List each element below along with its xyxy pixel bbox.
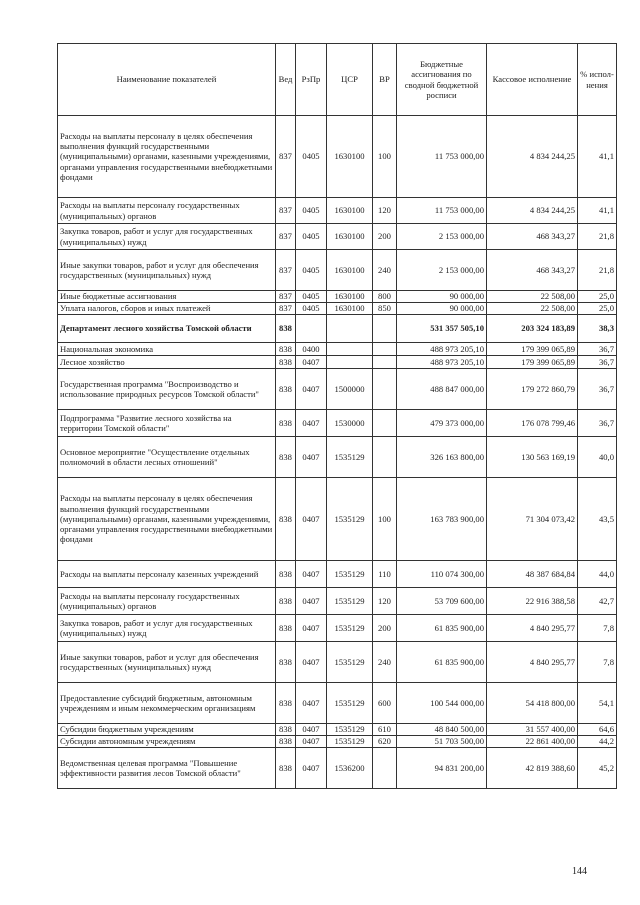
row-percent: 64,6	[578, 724, 617, 736]
row-percent: 7,8	[578, 642, 617, 683]
row-cash: 4 834 244,25	[487, 116, 578, 198]
row-percent: 38,3	[578, 315, 617, 343]
row-assignment: 90 000,00	[397, 303, 487, 315]
row-name: Государственная программа "Воспроизводство и использование природных ресурсов Томской области"	[58, 369, 276, 410]
row-vr: 800	[373, 291, 397, 303]
row-vr: 110	[373, 561, 397, 588]
row-name: Расходы на выплаты персоналу государственных (муниципальных) органов	[58, 198, 276, 224]
table-body	[58, 116, 617, 789]
row-csr: 1630100	[327, 224, 373, 250]
table-row	[58, 561, 617, 588]
row-assignment: 163 783 900,00	[397, 478, 487, 561]
row-ved: 837	[276, 250, 296, 291]
page-number: 144	[572, 866, 587, 877]
row-cash: 22 861 400,00	[487, 736, 578, 748]
row-assignment: 326 163 800,00	[397, 437, 487, 478]
row-assignment: 479 373 000,00	[397, 410, 487, 437]
row-csr: 1535129	[327, 736, 373, 748]
row-percent: 44,0	[578, 561, 617, 588]
row-vr: 100	[373, 478, 397, 561]
row-csr	[327, 343, 373, 356]
table-row	[58, 250, 617, 291]
table-row	[58, 356, 617, 369]
row-csr: 1535129	[327, 588, 373, 615]
row-percent: 21,8	[578, 224, 617, 250]
table-row	[58, 736, 617, 748]
table-row	[58, 291, 617, 303]
row-ved: 838	[276, 343, 296, 356]
row-name: Расходы на выплаты персоналу казенных учреждений	[58, 561, 276, 588]
row-assignment: 488 973 205,10	[397, 356, 487, 369]
row-rzpr: 0407	[296, 736, 327, 748]
row-cash: 22 508,00	[487, 291, 578, 303]
row-ved: 837	[276, 291, 296, 303]
row-cash: 130 563 169,19	[487, 437, 578, 478]
row-cash: 31 557 400,00	[487, 724, 578, 736]
row-assignment: 488 847 000,00	[397, 369, 487, 410]
row-cash: 71 304 073,42	[487, 478, 578, 561]
row-csr: 1530000	[327, 410, 373, 437]
row-csr: 1630100	[327, 250, 373, 291]
row-rzpr: 0407	[296, 478, 327, 561]
row-name: Субсидии автономным учреждениям	[58, 736, 276, 748]
row-cash: 176 078 799,46	[487, 410, 578, 437]
row-rzpr: 0407	[296, 642, 327, 683]
row-csr: 1535129	[327, 478, 373, 561]
row-assignment: 531 357 505,10	[397, 315, 487, 343]
row-vr: 120	[373, 588, 397, 615]
row-cash: 179 272 860,79	[487, 369, 578, 410]
row-cash: 179 399 065,89	[487, 343, 578, 356]
row-assignment: 48 840 500,00	[397, 724, 487, 736]
row-assignment: 61 835 900,00	[397, 642, 487, 683]
row-percent: 40,0	[578, 437, 617, 478]
row-rzpr: 0405	[296, 116, 327, 198]
row-cash: 203 324 183,89	[487, 315, 578, 343]
row-assignment: 11 753 000,00	[397, 198, 487, 224]
table-row	[58, 198, 617, 224]
row-vr: 600	[373, 683, 397, 724]
row-cash: 4 840 295,77	[487, 642, 578, 683]
row-assignment: 2 153 000,00	[397, 250, 487, 291]
row-csr: 1630100	[327, 198, 373, 224]
row-cash: 468 343,27	[487, 250, 578, 291]
row-rzpr: 0405	[296, 250, 327, 291]
row-ved: 838	[276, 315, 296, 343]
row-csr: 1535129	[327, 642, 373, 683]
row-ved: 838	[276, 615, 296, 642]
header-assignments: Бюджетные ассигнования по сводной бюджетной росписи	[397, 44, 487, 116]
table-row	[58, 615, 617, 642]
row-rzpr: 0407	[296, 410, 327, 437]
row-vr: 200	[373, 224, 397, 250]
row-rzpr: 0407	[296, 724, 327, 736]
row-assignment: 11 753 000,00	[397, 116, 487, 198]
row-name: Расходы на выплаты персоналу государственных (муниципальных) органов	[58, 588, 276, 615]
row-assignment: 488 973 205,10	[397, 343, 487, 356]
table-row	[58, 369, 617, 410]
row-cash: 4 840 295,77	[487, 615, 578, 642]
row-vr: 240	[373, 250, 397, 291]
row-rzpr: 0407	[296, 561, 327, 588]
table-row	[58, 437, 617, 478]
row-name: Иные бюджетные ассигнования	[58, 291, 276, 303]
row-percent: 36,7	[578, 343, 617, 356]
row-ved: 837	[276, 224, 296, 250]
row-rzpr: 0405	[296, 303, 327, 315]
row-percent: 21,8	[578, 250, 617, 291]
table-row	[58, 303, 617, 315]
table-row	[58, 748, 617, 789]
row-ved: 838	[276, 410, 296, 437]
row-percent: 41,1	[578, 198, 617, 224]
row-percent: 36,7	[578, 356, 617, 369]
row-ved: 837	[276, 198, 296, 224]
row-vr	[373, 437, 397, 478]
header-name: Наименование показателей	[58, 44, 276, 116]
budget-table	[57, 43, 617, 789]
row-csr: 1535129	[327, 615, 373, 642]
header-vr: ВР	[373, 44, 397, 116]
row-vr: 240	[373, 642, 397, 683]
row-name: Субсидии бюджетным учреждениям	[58, 724, 276, 736]
table-row-department	[58, 315, 617, 343]
row-csr: 1536200	[327, 748, 373, 789]
row-vr	[373, 748, 397, 789]
row-name: Ведомственная целевая программа "Повышение эффективности развития лесов Томской области"	[58, 748, 276, 789]
row-percent: 36,7	[578, 369, 617, 410]
row-ved: 838	[276, 478, 296, 561]
row-ved: 838	[276, 748, 296, 789]
row-rzpr: 0407	[296, 615, 327, 642]
row-rzpr: 0407	[296, 369, 327, 410]
row-ved: 838	[276, 369, 296, 410]
row-percent: 25,0	[578, 303, 617, 315]
row-ved: 838	[276, 561, 296, 588]
row-vr: 850	[373, 303, 397, 315]
table-row	[58, 588, 617, 615]
row-assignment: 94 831 200,00	[397, 748, 487, 789]
row-assignment: 51 703 500,00	[397, 736, 487, 748]
table-row	[58, 410, 617, 437]
row-rzpr: 0407	[296, 588, 327, 615]
table-row	[58, 724, 617, 736]
row-ved: 838	[276, 437, 296, 478]
row-csr	[327, 356, 373, 369]
row-ved: 838	[276, 683, 296, 724]
row-csr: 1535129	[327, 724, 373, 736]
row-cash: 468 343,27	[487, 224, 578, 250]
row-assignment: 90 000,00	[397, 291, 487, 303]
row-percent: 25,0	[578, 291, 617, 303]
table-row	[58, 116, 617, 198]
row-name: Подпрограмма "Развитие лесного хозяйства на территории Томской области"	[58, 410, 276, 437]
row-vr: 100	[373, 116, 397, 198]
row-ved: 838	[276, 736, 296, 748]
row-name: Закупка товаров, работ и услуг для государственных (муниципальных) нужд	[58, 224, 276, 250]
row-percent: 43,5	[578, 478, 617, 561]
row-name: Департамент лесного хозяйства Томской области	[58, 315, 276, 343]
row-name: Закупка товаров, работ и услуг для государственных (муниципальных) нужд	[58, 615, 276, 642]
row-cash: 48 387 684,84	[487, 561, 578, 588]
row-assignment: 53 709 600,00	[397, 588, 487, 615]
row-cash: 179 399 065,89	[487, 356, 578, 369]
row-csr: 1535129	[327, 561, 373, 588]
header-csr: ЦСР	[327, 44, 373, 116]
row-cash: 42 819 388,60	[487, 748, 578, 789]
row-cash: 4 834 244,25	[487, 198, 578, 224]
row-ved: 838	[276, 588, 296, 615]
row-name: Расходы на выплаты персоналу в целях обеспечения выполнения функций государственными (муниципальными) органами, казенными учреждениями, органами управления государственными внебюджетными фондами	[58, 116, 276, 198]
row-percent: 36,7	[578, 410, 617, 437]
row-name: Расходы на выплаты персоналу в целях обеспечения выполнения функций государственными (муниципальными) органами, казенными учреждениями, органами управления государственными внебюджетными фондами	[58, 478, 276, 561]
row-vr	[373, 410, 397, 437]
row-csr: 1630100	[327, 116, 373, 198]
row-percent: 44,2	[578, 736, 617, 748]
row-cash: 54 418 800,00	[487, 683, 578, 724]
row-percent: 41,1	[578, 116, 617, 198]
table-row	[58, 683, 617, 724]
row-csr: 1500000	[327, 369, 373, 410]
table-row	[58, 642, 617, 683]
row-cash: 22 916 388,58	[487, 588, 578, 615]
row-cash: 22 508,00	[487, 303, 578, 315]
row-csr: 1630100	[327, 303, 373, 315]
row-name: Иные закупки товаров, работ и услуг для обеспечения государственных (муниципальных) нужд	[58, 250, 276, 291]
row-vr: 120	[373, 198, 397, 224]
row-rzpr: 0400	[296, 343, 327, 356]
row-assignment: 61 835 900,00	[397, 615, 487, 642]
header-ved: Вед	[276, 44, 296, 116]
row-rzpr: 0405	[296, 198, 327, 224]
row-csr: 1630100	[327, 291, 373, 303]
row-vr: 610	[373, 724, 397, 736]
row-name: Предоставление субсидий бюджетным, автономным учреждениям и иным некоммерческим организациям	[58, 683, 276, 724]
row-vr	[373, 356, 397, 369]
header-percent: % испол-нения	[578, 44, 617, 116]
header-row	[58, 44, 617, 116]
row-csr: 1535129	[327, 683, 373, 724]
row-rzpr: 0407	[296, 748, 327, 789]
row-rzpr: 0407	[296, 683, 327, 724]
row-vr: 200	[373, 615, 397, 642]
row-name: Иные закупки товаров, работ и услуг для обеспечения государственных (муниципальных) нужд	[58, 642, 276, 683]
row-name: Национальная экономика	[58, 343, 276, 356]
row-vr	[373, 315, 397, 343]
row-vr	[373, 369, 397, 410]
row-ved: 838	[276, 642, 296, 683]
row-percent: 7,8	[578, 615, 617, 642]
row-ved: 838	[276, 356, 296, 369]
header-rzpr: РзПр	[296, 44, 327, 116]
row-rzpr: 0407	[296, 437, 327, 478]
row-csr: 1535129	[327, 437, 373, 478]
row-percent: 45,2	[578, 748, 617, 789]
row-vr: 620	[373, 736, 397, 748]
table-row	[58, 343, 617, 356]
row-rzpr: 0407	[296, 356, 327, 369]
row-name: Лесное хозяйство	[58, 356, 276, 369]
row-ved: 837	[276, 303, 296, 315]
header-cash-execution: Кассовое исполнение	[487, 44, 578, 116]
table-row	[58, 478, 617, 561]
row-name: Основное мероприятие "Осуществление отдельных полномочий в области лесных отношений"	[58, 437, 276, 478]
row-assignment: 2 153 000,00	[397, 224, 487, 250]
row-vr	[373, 343, 397, 356]
row-rzpr: 0405	[296, 291, 327, 303]
table-row	[58, 224, 617, 250]
row-assignment: 100 544 000,00	[397, 683, 487, 724]
row-rzpr	[296, 315, 327, 343]
row-name: Уплата налогов, сборов и иных платежей	[58, 303, 276, 315]
row-assignment: 110 074 300,00	[397, 561, 487, 588]
row-percent: 42,7	[578, 588, 617, 615]
row-rzpr: 0405	[296, 224, 327, 250]
row-ved: 838	[276, 724, 296, 736]
row-percent: 54,1	[578, 683, 617, 724]
row-ved: 837	[276, 116, 296, 198]
row-csr	[327, 315, 373, 343]
